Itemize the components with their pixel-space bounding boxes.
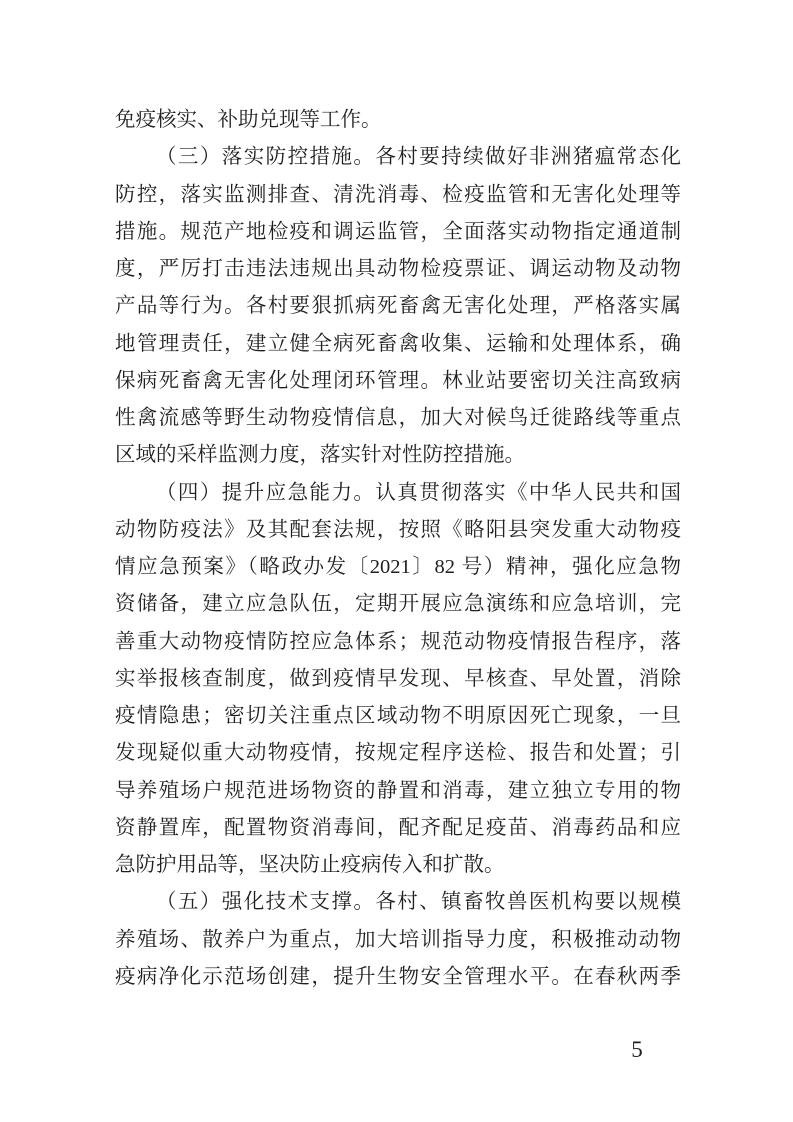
text-line: 措施。规范产地检疫和调运监管，全面落实动物指定通道制 (115, 220, 681, 243)
text-line: 情应急预案》（略政办发〔2021〕82 号）精神，强化应急物 (115, 556, 681, 578)
text-line: 免疫核实、补助兑现等工作。 (115, 109, 382, 131)
text-line: （三）落实防控措施。各村要持续做好非洲猪瘟常态化 (156, 146, 681, 169)
text-line: 区域的采样监测力度，落实针对性防控措施。 (115, 444, 525, 467)
text-line: 善重大动物疫情防控应急体系；规范动物疫情报告程序，落 (115, 630, 681, 653)
text-line: 动物防疫法》及其配套法规，按照《略阳县突发重大动物疫 (115, 518, 681, 541)
page-number: 5 (631, 1037, 643, 1062)
text-line: 防控，落实监测排查、清洗消毒、检疫监管和无害化处理等 (115, 183, 681, 206)
para-section-3-prevention-measures (115, 139, 681, 474)
text-line: 资储备，建立应急队伍，定期开展应急演练和应急培训，完 (115, 593, 681, 616)
text-line: 养殖场、散养户为重点，加大培训指导力度，积极推动动物 (115, 928, 681, 951)
document-body (115, 102, 681, 996)
text-line: 地管理责任，建立健全病死畜禽收集、运输和处理体系，确 (115, 332, 681, 355)
text-line: 产品等行为。各村要狠抓病死畜禽无害化处理，严格落实属 (115, 295, 681, 318)
text-line: 实举报核查制度，做到疫情早发现、早核查、早处置，消除 (115, 667, 681, 690)
para-section-5-technical-support (115, 884, 681, 996)
text-line: 资静置库，配置物资消毒间，配齐配足疫苗、消毒药品和应 (115, 816, 681, 839)
text-line: 度，严厉打击违法违规出具动物检疫票证、调运动物及动物 (115, 258, 681, 280)
text-line: 性禽流感等野生动物疫情信息，加大对候鸟迁徙路线等重点 (115, 407, 681, 429)
text-line: 发现疑似重大动物疫情，按规定程序送检、报告和处置；引 (115, 742, 681, 765)
text-line: 保病死畜禽无害化处理闭环管理。林业站要密切关注高致病 (115, 369, 681, 392)
text-line: （四）提升应急能力。认真贯彻落实《中华人民共和国 (156, 481, 681, 504)
text-line: 导养殖场户规范进场物资的静置和消毒，建立独立专用的物 (115, 779, 681, 802)
text-line: 疫情隐患；密切关注重点区域动物不明原因死亡现象，一旦 (115, 705, 681, 727)
para-section-4-emergency-capability (115, 475, 681, 885)
para-continuation-immunization (115, 102, 681, 139)
text-line: 疫病净化示范场创建，提升生物安全管理水平。在春秋两季 (115, 965, 681, 988)
text-line: 急防护用品等，坚决防止疫病传入和扩散。 (115, 854, 505, 876)
text-line: （五）强化技术支撑。各村、镇畜牧兽医机构要以规模 (156, 891, 681, 914)
